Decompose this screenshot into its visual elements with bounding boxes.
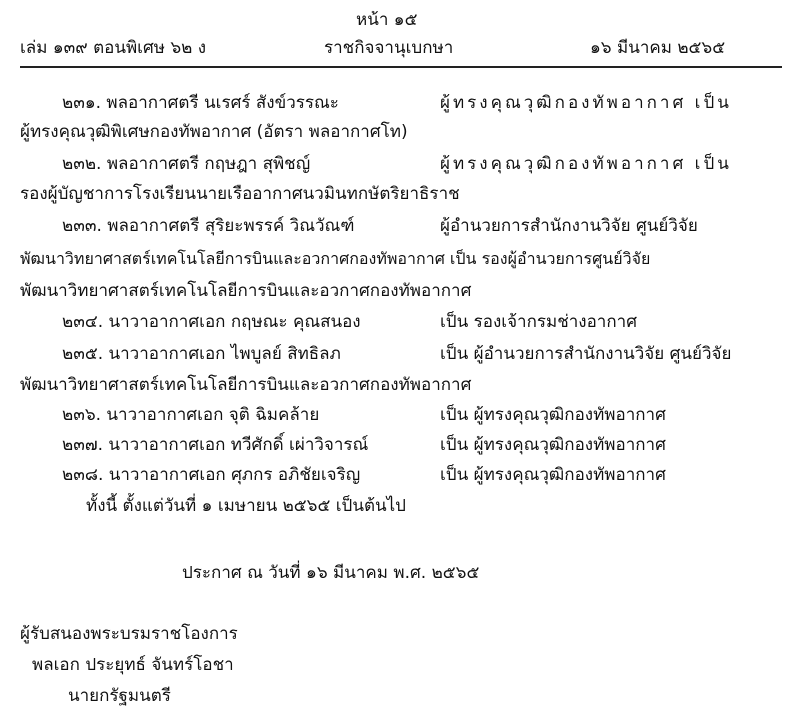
signatory-name: พลเอก ประยุทธ์ จันทร์โอชา <box>32 655 234 675</box>
entry-233-name: ๒๓๓. พลอากาศตรี สุริยะพรรค์ วิณวัณฑ์ <box>62 216 355 236</box>
volume-issue: เล่ม ๑๓๙ ตอนพิเศษ ๖๒ ง <box>20 38 207 58</box>
entry-233-continuation-2: พัฒนาวิทยาศาสตร์เทคโนโลยีการบินและอวกาศกองทัพอากาศ <box>20 281 472 301</box>
entry-235-continuation: พัฒนาวิทยาศาสตร์เทคโนโลยีการบินและอวกาศกองทัพอากาศ <box>20 375 472 395</box>
entry-233-position: ผู้อำนวยการสำนักงานวิจัย ศูนย์วิจัย <box>440 216 698 236</box>
entry-235-name: ๒๓๕. นาวาอากาศเอก ไพบูลย์ สิทธิลภ <box>62 344 341 364</box>
entry-233-continuation-1: พัฒนาวิทยาศาสตร์เทคโนโลยีการบินและอวกาศกองทัพอากาศ เป็น รองผู้อำนวยการศูนย์วิจัย <box>20 249 651 268</box>
entry-232-continuation: รองผู้บัญชาการโรงเรียนนายเรืออากาศนวมินทกษัตริยาธิราช <box>20 184 460 204</box>
entry-237-name: ๒๓๗. นาวาอากาศเอก ทวีศักดิ์ เผ่าวิจารณ์ <box>62 435 369 455</box>
entry-235-position: เป็น ผู้อำนวยการสำนักงานวิจัย ศูนย์วิจัย <box>440 344 732 364</box>
entry-237-position: เป็น ผู้ทรงคุณวุฒิกองทัพอากาศ <box>440 435 666 455</box>
header-divider <box>20 66 782 68</box>
entry-231-continuation: ผู้ทรงคุณวุฒิพิเศษกองทัพอากาศ (อัตรา พลอากาศโท) <box>20 122 408 142</box>
gazette-title: ราชกิจจานุเบกษา <box>324 38 454 58</box>
countersign-label: ผู้รับสนองพระบรมราชโองการ <box>20 624 238 644</box>
entry-231-name: ๒๓๑. พลอากาศตรี นเรศร์ สังข์วรรณะ <box>62 93 339 113</box>
effective-date: ทั้งนี้ ตั้งแต่วันที่ ๑ เมษายน ๒๕๖๕ เป็นต้นไป <box>86 496 406 516</box>
entry-236-position: เป็น ผู้ทรงคุณวุฒิกองทัพอากาศ <box>440 405 666 425</box>
entry-238-name: ๒๓๘. นาวาอากาศเอก ศุภกร อภิชัยเจริญ <box>62 465 361 485</box>
entry-231-position: ผู้ทรงคุณวุฒิกองทัพอากาศ เป็น <box>440 93 732 113</box>
entry-234-position: เป็น รองเจ้ากรมช่างอากาศ <box>440 312 637 332</box>
entry-234-name: ๒๓๔. นาวาอากาศเอก กฤษณะ คุณสนอง <box>62 312 361 332</box>
signatory-title: นายกรัฐมนตรี <box>68 686 171 706</box>
announcement-date: ประกาศ ณ วันที่ ๑๖ มีนาคม พ.ศ. ๒๕๖๕ <box>182 563 480 583</box>
header-date: ๑๖ มีนาคม ๒๕๖๕ <box>590 38 726 58</box>
entry-238-position: เป็น ผู้ทรงคุณวุฒิกองทัพอากาศ <box>440 465 666 485</box>
entry-232-name: ๒๓๒. พลอากาศตรี กฤษฎา สุพิชญ์ <box>62 154 311 174</box>
entry-236-name: ๒๓๖. นาวาอากาศเอก จุติ ฉิมคล้าย <box>62 405 320 425</box>
entry-232-position: ผู้ทรงคุณวุฒิกองทัพอากาศ เป็น <box>440 154 732 174</box>
page-number: หน้า ๑๕ <box>356 10 418 30</box>
